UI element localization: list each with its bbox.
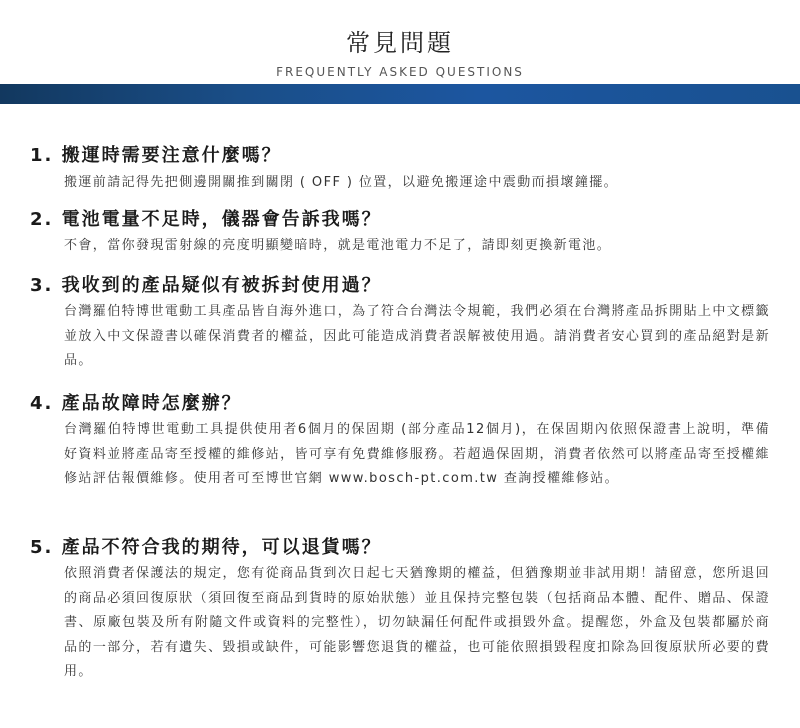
faq-number: 5. [30,537,54,558]
faq-answer: 搬運前請記得先把側邊開關推到關閉 ( OFF ) 位置，以避免搬運途中震動而損壞鐘擺。 [64,175,619,190]
header-divider-bar [0,84,800,104]
faq-question-text: 產品不符合我的期待，可以退貨嗎？ [61,537,382,558]
faq-question [30,274,382,298]
faq-question-text: 電池電量不足時，儀器會告訴我嗎？ [61,209,382,230]
faq-answer: 台灣羅伯特博世電動工具產品皆自海外進口，為了符合台灣法令規範，我們必須在台灣將產品拆開貼上中文標籤並放入中文保證書以確保消費者的權益，因此可能造成消費者誤解被使用過。請消費者安心買到的產品絕對是新品。 [64,304,770,368]
faq-answer: 台灣羅伯特博世電動工具提供使用者6個月的保固期 (部分產品12個月)，在保固期內依照保證書上說明，準備好資料並將產品寄至授權的維修站，皆可享有免費維修服務。若超過保固期，消費者依然可以將產品寄至授權維修站評估報價維修。使用者可至博世官網 www.bosch-pt.com.tw 查詢授權維修站。 [64,422,770,486]
faq-question-text: 產品故障時怎麼辦？ [61,393,242,414]
faq-question [30,144,282,168]
faq-number: 1. [30,145,54,166]
faq-question [30,392,242,416]
faq-answer: 依照消費者保護法的規定，您有從商品貨到次日起七天猶豫期的權益，但猶豫期並非試用期！請留意，您所退回的商品必須回復原狀（須回復至商品到貨時的原始狀態）並且保持完整包裝（包括商品本體、配件、贈品、保證書、原廠包裝及所有附隨文件或資料的完整性），切勿缺漏任何配件或損毀外盒。提醒您，外盒及包裝都屬於商品的一部分，若有遺失、毀損或缺件，可能影響您退貨的權益，也可能依照損毀程度扣除為回復原狀所必要的費用。 [64,566,770,679]
faq-question-text: 搬運時需要注意什麼嗎？ [61,145,282,166]
faq-question [30,208,382,232]
page-header [0,0,800,84]
faq-number: 4. [30,393,54,414]
page-title: 常見問題 [346,29,454,57]
page-subtitle: FREQUENTLY ASKED QUESTIONS [276,65,524,79]
faq-question [30,536,382,560]
faq-question-text: 我收到的產品疑似有被拆封使用過？ [61,275,382,296]
faq-answer: 不會，當你發現雷射線的亮度明顯變暗時，就是電池電力不足了，請即刻更換新電池。 [64,238,612,253]
faq-number: 2. [30,209,54,230]
faq-number: 3. [30,275,54,296]
